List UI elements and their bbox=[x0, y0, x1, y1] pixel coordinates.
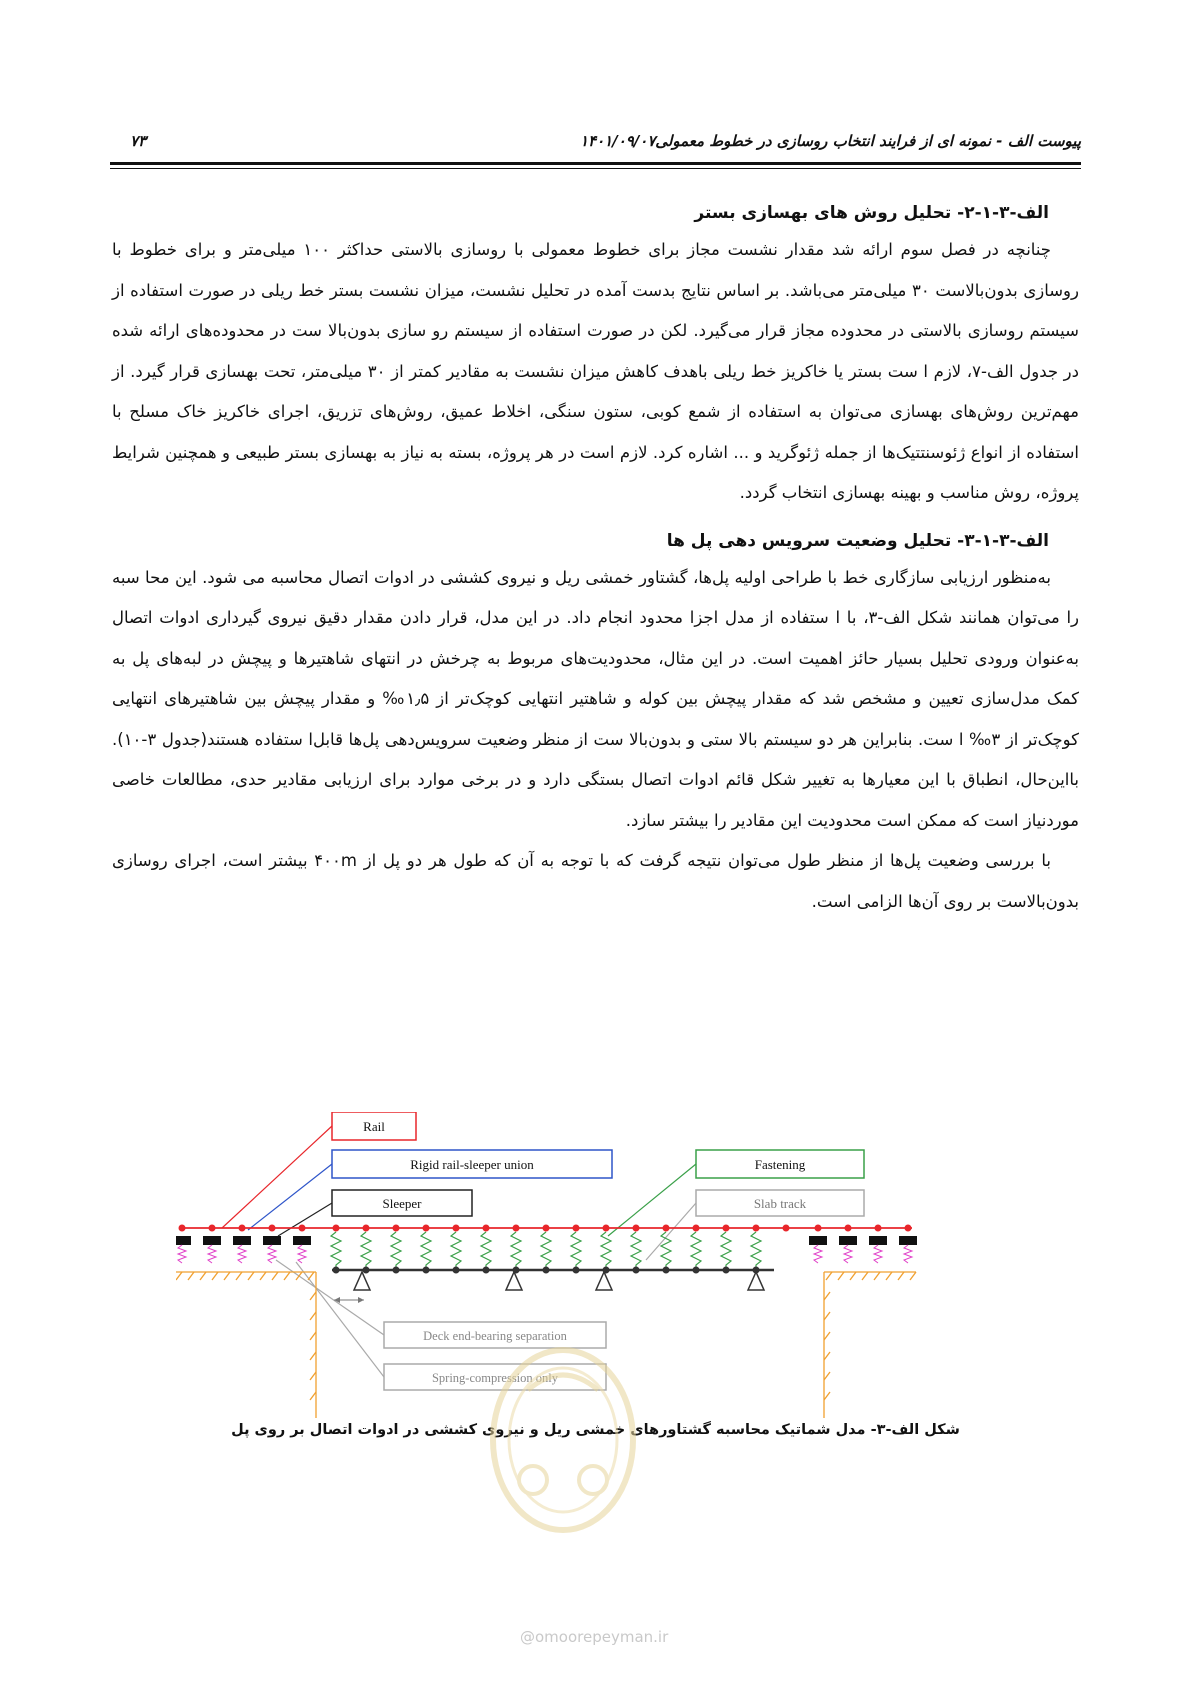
deck-support bbox=[748, 1272, 764, 1290]
paragraph: با بررسی وضعیت پل‌ها از منظر طول می‌توان نتیجه گرفت که با توجه به آن که طول هر دو پل از ۴۰۰m بیشتر است، اجرای روسازی بدون‌بالاست بر روی آن‌ها الزامی است. bbox=[112, 851, 1079, 911]
section-heading: الف-۳-۱-۲- تحلیل روش های بهسازی بستر bbox=[694, 203, 1049, 223]
deck-label: Deck end-bearing separation bbox=[423, 1329, 567, 1343]
sleepers-right bbox=[809, 1225, 917, 1264]
deck-support bbox=[506, 1272, 522, 1290]
bridge-fastenings bbox=[331, 1225, 790, 1274]
header-date: ۱۴۰۱/۰۹/۰۷ bbox=[580, 132, 656, 150]
header-rule-thin bbox=[110, 168, 1081, 169]
spring-label: Spring-compression only bbox=[431, 1371, 559, 1385]
deck-support bbox=[354, 1272, 370, 1290]
page-header bbox=[110, 128, 1081, 158]
fastening-label: Fastening bbox=[754, 1157, 806, 1172]
sleepers-left bbox=[176, 1225, 311, 1264]
deck-support bbox=[596, 1272, 612, 1290]
paragraph: چنانچه در فصل سوم ارائه شد مقدار نشست مجاز برای خطوط معمولی با روسازی بالاستی حداکثر ۱۰۰ میلی‌متر و برای خطوط با روسازی بدون‌بالاست ۳۰ میلی‌متر می‌باشد. بر اساس نتایج بدست آمده در تحلیل نشست، میزان نشست بستر خط ریلی در صورت استفاده از سیستم روسازی بالاستی در محدوده مجاز قرار می‌گیرد. لکن در صورت استفاده از سیستم رو سازی بدون‌بالا ست در محدوده‌های ارائه شده در جدول الف-۷، لازم ا ست ب‍ستر یا خاکریز خط ریلی باهدف کاهش میزان نشست به مقادیر کمتر از ۳۰ میلی‌متر، تحت بهسازی قرار گیرد. از مهم‌ترین روش‌های بهسازی می‌توان به استفاده از شمع کوبی، ستون سنگی، اخلاط عمیق، روش‌های تزریق، اجرای خاکریز خاک مسلح با استفاده از انواع ژئوسنتتیک‌ها از جمله ژئوگرید و ... اشاره کرد. لازم است در هر پروژه، بسته به نیاز به بهسازی ب‍ستر طبیعی و همچنین شرایط پروژه، روش مناسب و بهینه بهسازی انتخاب گردد. bbox=[112, 240, 1079, 502]
section-heading: الف-۳-۱-۳- تحلیل وضعیت سرویس دهی پل ها bbox=[666, 530, 1049, 551]
sleeper-label: Sleeper bbox=[382, 1196, 422, 1211]
figure-caption: شکل الف-۳- مدل شماتیک محاسبه گشتاورهای خمشی ریل و نیروی کششی در ادوات اتصال بر روی پل bbox=[231, 1422, 960, 1438]
left-abutment bbox=[176, 1272, 316, 1418]
slab-label: Slab track bbox=[753, 1196, 807, 1211]
watermark-site: @omoorepeyman.ir bbox=[520, 1628, 669, 1646]
header-rule bbox=[110, 162, 1081, 165]
paragraph: به‌منظور ارزیابی سازگاری خط با طراحی اولیه پل‌ها، گشتاور خمشی ریل و نیروی کششی در ادوات اتصال محاسبه می شود. این محا سبه را می‌توان همانند شکل الف-۳، با ا ستفاده از مدل اجزا محدود انجام داد. در این مدل، قرار دادن مقدار دقیق نیروی گیرداری ادوات اتصال به‌عنوان ورودی تحلیل بسیار حائز اهمیت است. در این مثال، محدودیت‌های مربوط به چرخش در انتهای شاهتیرها و پیچش در لبه‌های پل به کمک مدل‌سازی تعیین و مشخص شد که مقدار پیچش بین کوله و شاهتیر انتهایی کوچک‌تر از ۱٫۵‰ و مقدار پیچش بین شاهتیرهای انتهایی کوچک‌تر از ۳‰ ا ست. بنابراین هر دو سیستم بالا ستی و بدون‌بالا ست از منظر وضعیت سرویس‌دهی پل‌ها قابل‌ا ستفاده هستند(جدول ۳-۱۰). بااین‌حال، انطباق با این معیارها به تغییر شکل قائم ادوات اتصال بستگی دارد و در برخی موارد برای ارزیابی مقادیر حدی، مطالعات خاصی موردنیاز است که ممکن است محدودیت این مقادیر را بیشتر سازد. bbox=[112, 567, 1079, 830]
document-body bbox=[112, 196, 1079, 922]
right-abutment bbox=[824, 1272, 916, 1418]
page-number: ۷۳ bbox=[130, 132, 147, 150]
header-title: پیوست الف - نمونه ای از فرایند انتخاب روسازی در خطوط معمولی bbox=[655, 132, 1081, 150]
union-label: Rigid rail-sleeper union bbox=[410, 1157, 534, 1172]
publisher-seal bbox=[478, 1330, 648, 1540]
rail-label: Rail bbox=[363, 1119, 385, 1134]
